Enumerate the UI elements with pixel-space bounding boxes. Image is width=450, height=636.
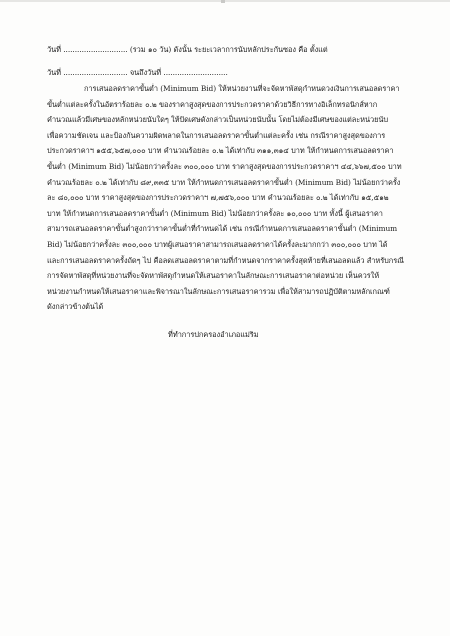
paragraph-line: การเสนอลดราคาขั้นต่ำ (Minimum Bid) ให้หน่วยงานที่จะจัดหาพัสดุกำหนดวงเงินการเสนอลดราคา xyxy=(84,84,400,93)
paragraph-line: สามารถเสนอลดราคาขั้นต่ำสูงกว่าราคาขั้นต่ำที่กำหนดได้ เช่น กรณีกำหนดการเสนอลดราคาขั้นต่ำ (Minimum xyxy=(47,224,398,234)
paragraph-line: คำนวณแล้วมีเศษของหลักหน่วยนับใดๆ ให้ปัดเศษดังกล่าวเป็นหน่วยนับนั้น โดยไม่ต้องมีเศษของแต่ละหน่วยนับ xyxy=(47,115,389,125)
paragraph-line: ขั้นต่ำ (Minimum Bid) ไม่น้อยกว่าครั้งละ ๓๐๐,๐๐๐ บาท ราคาสูงสุดของการประกวดราคาฯ ๔๔,๖๖๗,๕๐๐ บาท xyxy=(47,162,402,171)
date-range-line: วันที่ ............................ (รวม ๑๐ วัน) ดังนั้น ระยะเวลาการนับหลักประกันซอง คือ ตั้งแต่ xyxy=(47,45,328,54)
paragraph-line: ประกวดราคาฯ ๑๕๕,๖๕๗,๐๐๐ บาท คำนวณร้อยละ ๐.๒ ได้เท่ากับ ๓๑๑,๓๑๔ บาท ให้กำหนดการเสนอลดราคา xyxy=(47,146,394,156)
paragraph-line: บาท ให้กำหนดการเสนอลดราคาขั้นต่ำ (Minimum Bid) ไม่น้อยกว่าครั้งละ ๑๐,๐๐๐ บาท ทั้งนี้ ผู้เสนอราคา xyxy=(47,208,383,218)
paragraph-line: ดังกล่าวข้างต้นได้ xyxy=(47,302,104,312)
paragraph-line: การจัดหาพัสดุที่หน่วยงานที่จะจัดหาพัสดุกำหนดให้เสนอราคาในลักษณะการเสนอราคาต่อหน่วย เห็นควรให้ xyxy=(47,271,380,281)
paragraph-line: Bid) ไม่น้อยกว่าครั้งละ ๓๐๐,๐๐๐ บาทผู้เสนอราคาสามารถเสนอลดราคาได้ครั้งละมากกว่า ๓๐๐,๐๐๐ บาท ได้ xyxy=(47,240,388,249)
paragraph-line: คำนวณร้อยละ ๐.๒ ได้เท่ากับ ๘๙,๓๓๕ บาท ให้กำหนดการเสนอลดราคาขั้นต่ำ (Minimum Bid) ไม่น้อยกว่าครั้ง xyxy=(47,177,401,187)
paragraph-line: ขั้นต่ำแต่ละครั้งในอัตราร้อยละ ๐.๒ ของราคาสูงสุดของการประกวดราคาด้วยวิธีการทางอิเล็กทรอนิกส์หาก xyxy=(47,99,378,109)
paragraph-line: หน่วยงานกำหนดให้เสนอราคาและพิจารณาในลักษณะการเสนอราคารวม เพื่อให้สามารถปฏิบัติตามหลักเกณฑ์ xyxy=(47,286,390,296)
scan-mark xyxy=(221,0,225,3)
date-until-line: วันที่ ............................ จนถึงวันที่ ............................ xyxy=(47,68,228,77)
paragraph-line: เพื่อความชัดเจน และป้องกันความผิดพลาดในการเสนอลดราคาขั้นต่ำแต่ละครั้ง เช่น กรณีราคาสูงสุดของการ xyxy=(47,130,386,140)
paragraph-line: ละ ๘๐,๐๐๐ บาท ราคาสูงสุดของการประกวดราคาฯ ๗,๗๕๖,๐๐๐ บาท คำนวณร้อยละ ๐.๒ ได้เท่ากับ ๑๕,๕๑๒ xyxy=(47,193,389,203)
office-signature-line: ที่ทำการปกครองอำเภอแม่ริม xyxy=(168,330,259,339)
paragraph-line: และการเสนอลดราคาครั้งถัดๆ ไป คือลดเสนอลดราคาตามที่กำหนดจากราคาครั้งสุดท้ายที่เสนอลดแล้ว สำหรับกรณี xyxy=(47,255,404,265)
scan-top-edge xyxy=(0,0,450,2)
